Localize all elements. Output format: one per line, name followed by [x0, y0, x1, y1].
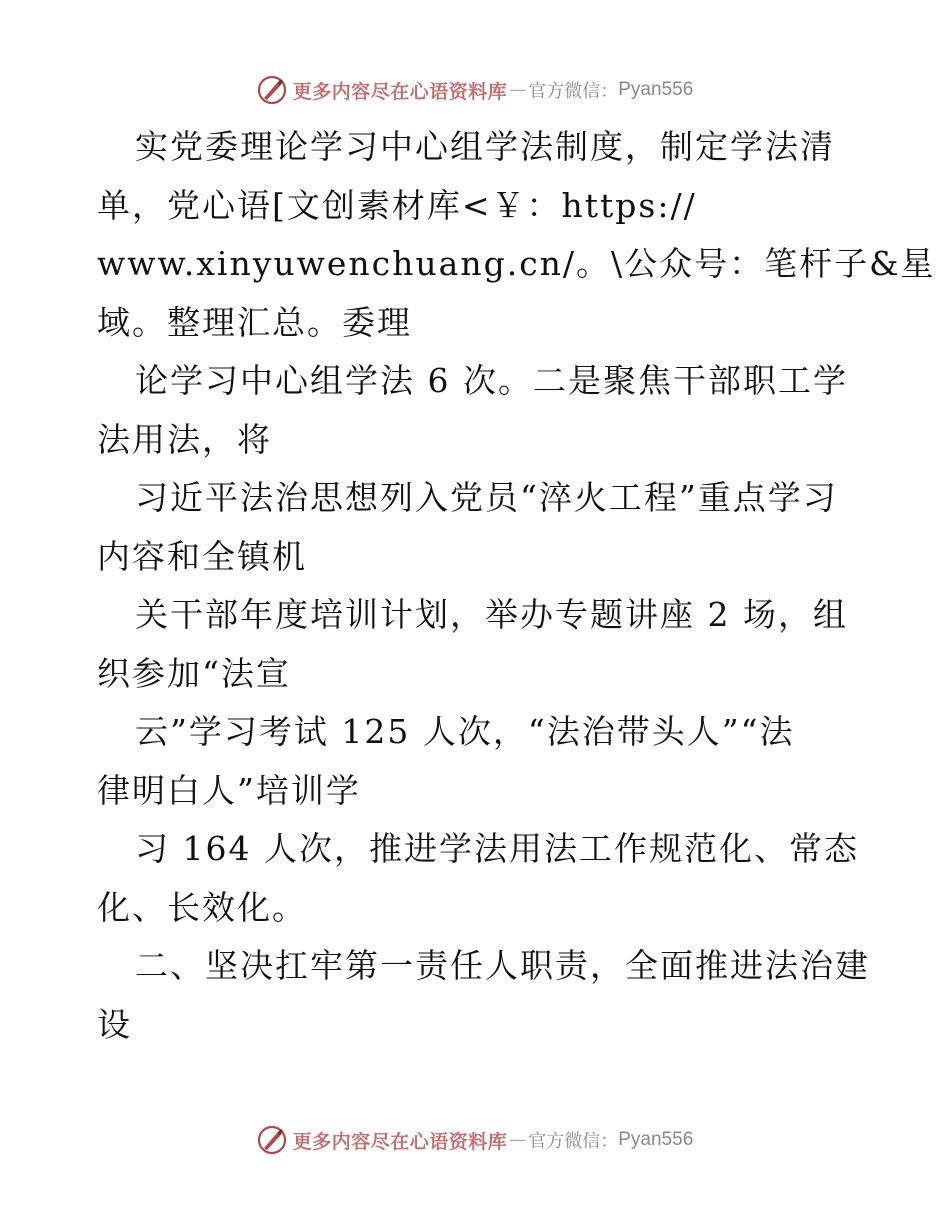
- body-text-line: 云”学习考试 125 人次，“法治带头人”“法: [135, 712, 795, 751]
- wechat-label: 官方微信：: [528, 81, 619, 102]
- wechat-id: Pyan556: [618, 79, 694, 100]
- body-text-line: 法用法，将: [97, 419, 272, 459]
- body-text-line: 论学习中心组学法 6 次。二是聚焦干部职工学: [135, 361, 848, 400]
- footer-banner: [0, 1120, 950, 1160]
- body-text-line: 内容和全镇机: [97, 536, 307, 576]
- body-text-line: 化、长效化。: [97, 887, 307, 927]
- document-body: [97, 118, 936, 1054]
- banner-dash: —: [509, 80, 527, 100]
- body-text-line: 习近平法治思想列入党员“淬火工程”重点学习: [135, 478, 838, 517]
- body-text-line: 织参加“法宣: [97, 653, 291, 693]
- body-text-line: www.xinyuwenchuang.cn/。\公众号：笔杆子&星: [97, 244, 936, 283]
- site-promo-text: 更多内容尽在心语资料库: [292, 1130, 508, 1153]
- wechat-id: Pyan556: [618, 1129, 694, 1150]
- header-banner: [0, 70, 950, 110]
- body-text-line: 习 164 人次，推进学法用法工作规范化、常态: [135, 829, 859, 868]
- body-text-line: 单，党心语[文创素材库<￥：https://: [97, 185, 697, 225]
- body-text-line: 域。整理汇总。委理: [97, 302, 412, 342]
- quill-pen-logo-icon: [257, 1125, 287, 1155]
- quill-pen-logo-icon: [257, 75, 287, 105]
- body-text-line: 律明白人”培训学: [97, 770, 361, 810]
- body-text-line: 设: [97, 1004, 132, 1044]
- wechat-label: 官方微信：: [528, 1131, 619, 1152]
- body-text-line: 二、坚决扛牢第一责任人职责，全面推进法治建: [135, 946, 870, 985]
- banner-dash: —: [509, 1130, 527, 1150]
- body-text-line: 实党委理论学习中心组学法制度，制定学法清: [135, 127, 835, 166]
- body-text-line: 关干部年度培训计划，举办专题讲座 2 场，组: [135, 595, 848, 634]
- site-promo-text: 更多内容尽在心语资料库: [292, 80, 508, 103]
